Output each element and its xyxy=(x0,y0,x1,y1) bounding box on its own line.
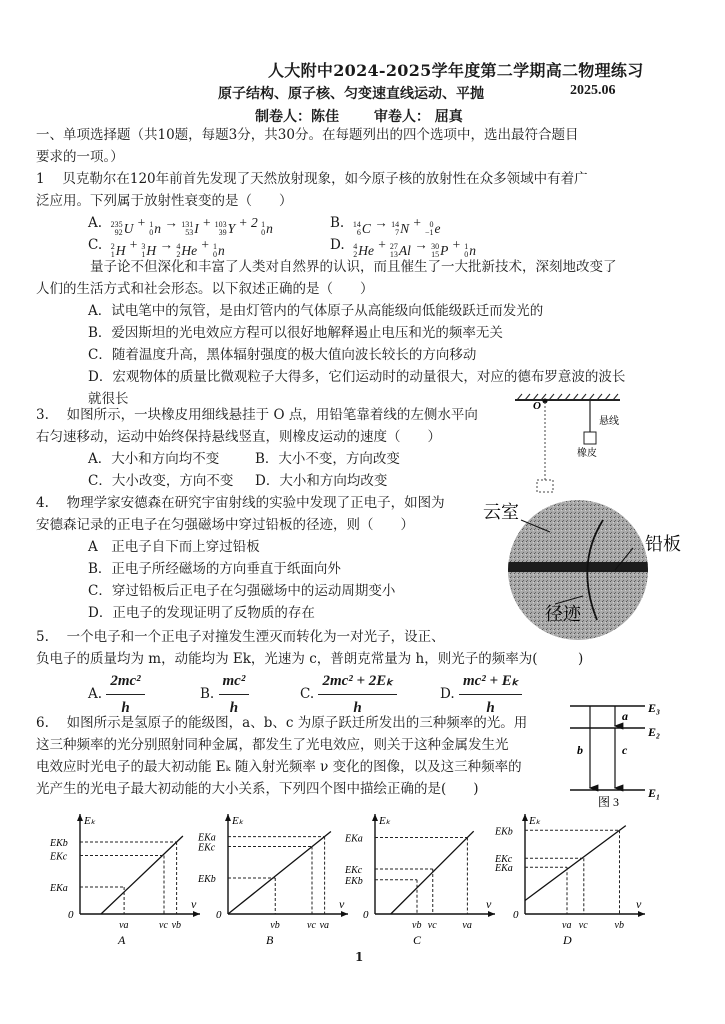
numerator: 2mc² + 2Eₖ xyxy=(318,670,396,695)
label-c: c xyxy=(622,743,628,757)
graph-b xyxy=(197,814,348,947)
page-number: 1 xyxy=(355,950,364,964)
y-axis-arrow xyxy=(372,814,378,821)
x-axis-label: ν xyxy=(191,897,197,911)
q1-option-b[interactable]: B. 14 6 C → 14 7 N + 0 −1 e xyxy=(330,215,441,237)
graph-c xyxy=(344,814,495,947)
x-tick-label: νb xyxy=(171,920,182,931)
x-tick-label: νb xyxy=(412,920,422,931)
x-axis-arrow xyxy=(638,911,645,917)
y-tick-label: EKb xyxy=(198,874,216,885)
plate-label: 铅板 xyxy=(645,534,681,554)
x-tick-label: νb xyxy=(614,920,624,931)
x-axis-arrow xyxy=(488,911,495,917)
q4-option-c[interactable]: C．穿过铅板后正电子在匀强磁场中的运动周期变小 xyxy=(88,583,396,599)
q2-stem-cont: 人们的生活方式和社会形态。以下叙述正确的是（ ） xyxy=(36,281,374,297)
y-tick-label: EKc xyxy=(50,851,68,863)
chamber-label: 云室 xyxy=(483,502,519,522)
denominator: h xyxy=(229,700,239,716)
q4-cloud-chamber-figure xyxy=(475,480,705,640)
numerator: 2mc² xyxy=(106,670,144,695)
q6-stem-cont-3: 光产生的光电子最大初动能的大小关系，下列四个图中描绘正确的是( ) xyxy=(36,781,479,797)
y-tick-label: EKc xyxy=(495,854,513,866)
label-e2: E₂ xyxy=(648,725,661,739)
author: 制卷人：陈佳 xyxy=(255,109,339,125)
y-axis-label: Eₖ xyxy=(232,815,244,827)
q6-graphs xyxy=(30,808,690,948)
denominator: h xyxy=(486,700,495,716)
point-o-label: O xyxy=(533,400,541,412)
y-tick-label: EKb xyxy=(345,875,363,887)
x-tick-label: νc xyxy=(578,920,588,931)
q2-option-d[interactable]: D．宏观物体的质量比微观粒子大得多，它们运动时的动量很大，对应的德布罗意波的波长 xyxy=(88,369,626,385)
q1-option-d[interactable]: D. 4 2 He + 27 13 Al → 30 15 P + 1 0 n xyxy=(330,237,476,259)
numerator: mc² xyxy=(219,670,250,695)
q6-stem: 6. 如图所示是氢原子的能级图，a、b、c 为原子跃迁所发出的三种频率的光。用 xyxy=(36,715,528,731)
x-tick-label: νc xyxy=(159,920,168,931)
q3-stem-cont: 右匀速移动，运动中始终保持悬线竖直，则橡皮运动的速度（ ） xyxy=(36,429,441,445)
q4-stem-cont: 安德森记录的正电子在匀强磁场中穿过铅板的径迹，则（ ） xyxy=(36,517,414,533)
authors xyxy=(255,106,493,126)
energy-level-diagram xyxy=(560,698,710,810)
y-tick-label: EKa xyxy=(345,833,363,845)
q1-option-a[interactable]: A. 235 92 U + 1 0 n → 131 53 I + 103 39 Y + 2 1 0 n xyxy=(88,215,273,237)
y-axis-label: Eₖ xyxy=(529,815,541,827)
q2-stem: 量子论不但深化和丰富了人类对自然界的认识，而且催生了一大批新技术，深刻地改变了 xyxy=(90,259,617,275)
q3-option-d[interactable]: D．大小和方向均改变 xyxy=(255,473,388,489)
option-label: D. xyxy=(440,686,455,702)
origin-label: 0 xyxy=(68,909,74,921)
exam-subtitle: 原子结构、原子核、匀变速直线运动、平抛 xyxy=(218,86,484,102)
graph-d xyxy=(494,814,645,947)
section-heading-cont: 要求的一项。） xyxy=(36,149,124,165)
graph-title: B xyxy=(266,933,274,947)
q5-stem: 5. 一个电子和一个正电子对撞发生湮灭而转化为一对光子，设正、 xyxy=(36,629,445,645)
denominator: h xyxy=(121,700,130,716)
q6-stem-cont-1: 这三种频率的光分别照射同种金属，都发生了光电效应，则关于这种金属发生光 xyxy=(36,737,509,753)
q2-option-b[interactable]: B．爱因斯坦的光电效应方程可以很好地解释遏止电压和光的频率无关 xyxy=(88,325,503,341)
q3-option-a[interactable]: A．大小和方向均不变 xyxy=(88,451,220,467)
q6-stem-cont-2: 电效应时光电子的最大初动能 Eₖ 随入射光频率 ν 变化的图像，以及这三种频率的 xyxy=(36,759,522,775)
x-axis-arrow xyxy=(341,911,348,917)
x-tick-label: νa xyxy=(319,920,330,931)
q1-stem: 1 贝克勒尔在120年前首先发现了天然放射现象，如今原子核的放射性在众多领域中有着广 xyxy=(36,171,588,187)
y-axis-label: Eₖ xyxy=(84,815,96,827)
ceiling xyxy=(515,394,620,400)
q3-option-c[interactable]: C．大小改变，方向不变 xyxy=(88,473,234,489)
thread-label: 悬线 xyxy=(599,416,619,427)
label-a: a xyxy=(622,709,628,723)
y-tick-label: EKb xyxy=(495,826,513,838)
numerator: mc² + Eₖ xyxy=(459,670,522,695)
section-heading: 一、单项选择题（共10题，每题3分，共30分。在每题列出的四个选项中，选出最符合题目 xyxy=(36,127,579,143)
origin-label: 0 xyxy=(363,909,369,921)
q2-option-d-cont: 就很长 xyxy=(88,391,129,407)
x-tick-label: νa xyxy=(119,920,129,931)
eraser-label: 橡皮 xyxy=(577,448,597,459)
y-tick-label: EKc xyxy=(345,865,363,876)
label-e1: E₁ xyxy=(648,786,661,800)
reviewer: 审卷人： 屈真 xyxy=(373,109,463,125)
y-axis-label: Eₖ xyxy=(379,815,391,827)
x-axis-label: ν xyxy=(339,897,345,911)
figure-caption: 图 3 xyxy=(598,795,620,809)
x-tick-label: νc xyxy=(427,920,437,931)
q3-option-b[interactable]: B．大小不变，方向改变 xyxy=(255,451,400,467)
x-axis-label: ν xyxy=(486,897,492,911)
exam-title: 人大附中2024-2025学年度第二学期高二物理练习 xyxy=(268,61,644,80)
origin-label: 0 xyxy=(216,909,222,921)
exam-date: 2025.06 xyxy=(570,83,616,98)
y-tick-label: EKa xyxy=(198,832,216,844)
x-tick-label: νa xyxy=(462,920,472,931)
graph-title: D xyxy=(563,933,572,947)
lead-plate xyxy=(508,562,648,572)
ek-nu-line xyxy=(391,831,474,914)
q3-stem: 3. 如图所示，一块橡皮用细线悬挂于 O 点，用铅笔靠着线的左侧水平向 xyxy=(36,407,478,423)
x-tick-label: νa xyxy=(562,920,572,931)
x-axis-arrow xyxy=(193,911,200,917)
y-tick-label: EKa xyxy=(50,883,68,894)
x-axis-label: ν xyxy=(636,897,642,911)
q4-stem: 4. 物理学家安德森在研究宇宙射线的实验中发现了正电子，如图为 xyxy=(36,495,445,511)
x-tick-label: νc xyxy=(307,920,316,931)
y-axis-arrow xyxy=(522,814,528,821)
q2-option-a[interactable]: A．试电笔中的氖管，是由灯管内的气体原子从高能级向低能级跃迁而发光的 xyxy=(88,303,544,319)
option-label: B. xyxy=(200,686,215,702)
eraser xyxy=(584,432,596,444)
track-label: 径迹 xyxy=(545,604,581,624)
y-tick-label: EKa xyxy=(495,863,513,875)
q4-option-b[interactable]: B．正电子所经磁场的方向垂直于纸面向外 xyxy=(88,561,341,577)
label-b: b xyxy=(577,743,583,757)
option-label: A. xyxy=(88,686,103,702)
q2-option-c[interactable]: C．随着温度升高，黑体辐射强度的极大值向波长较长的方向移动 xyxy=(88,347,477,363)
q4-option-d[interactable]: D．正电子的发现证明了反物质的存在 xyxy=(88,605,315,621)
y-axis-arrow xyxy=(225,814,231,821)
q1-stem-cont: 泛应用。下列属于放射性衰变的是（ ） xyxy=(36,193,293,209)
q5-stem-cont: 负电子的质量均为 m，动能均为 Ek，光速为 c，普朗克常量为 h，则光子的频率为( ) xyxy=(36,651,584,667)
option-label: C. xyxy=(300,686,315,702)
label-e3: E₃ xyxy=(648,701,661,715)
q1-option-c[interactable]: C. 2 1 H + 3 1 H → 4 2 He + 1 0 n xyxy=(88,237,225,259)
graph-title: C xyxy=(413,933,422,947)
y-tick-label: EKc xyxy=(198,842,216,854)
graph-title: A xyxy=(118,933,126,947)
ek-nu-line xyxy=(101,836,183,914)
x-tick-label: νb xyxy=(270,920,280,931)
y-tick-label: EKb xyxy=(50,838,68,849)
origin-label: 0 xyxy=(513,909,519,921)
ek-nu-line xyxy=(525,826,626,901)
denominator: h xyxy=(353,700,362,716)
ek-nu-line xyxy=(228,832,331,914)
y-axis-arrow xyxy=(77,814,83,821)
q4-option-a[interactable]: A 正电子自下而上穿过铅板 xyxy=(88,539,260,555)
graph-a xyxy=(49,814,200,947)
